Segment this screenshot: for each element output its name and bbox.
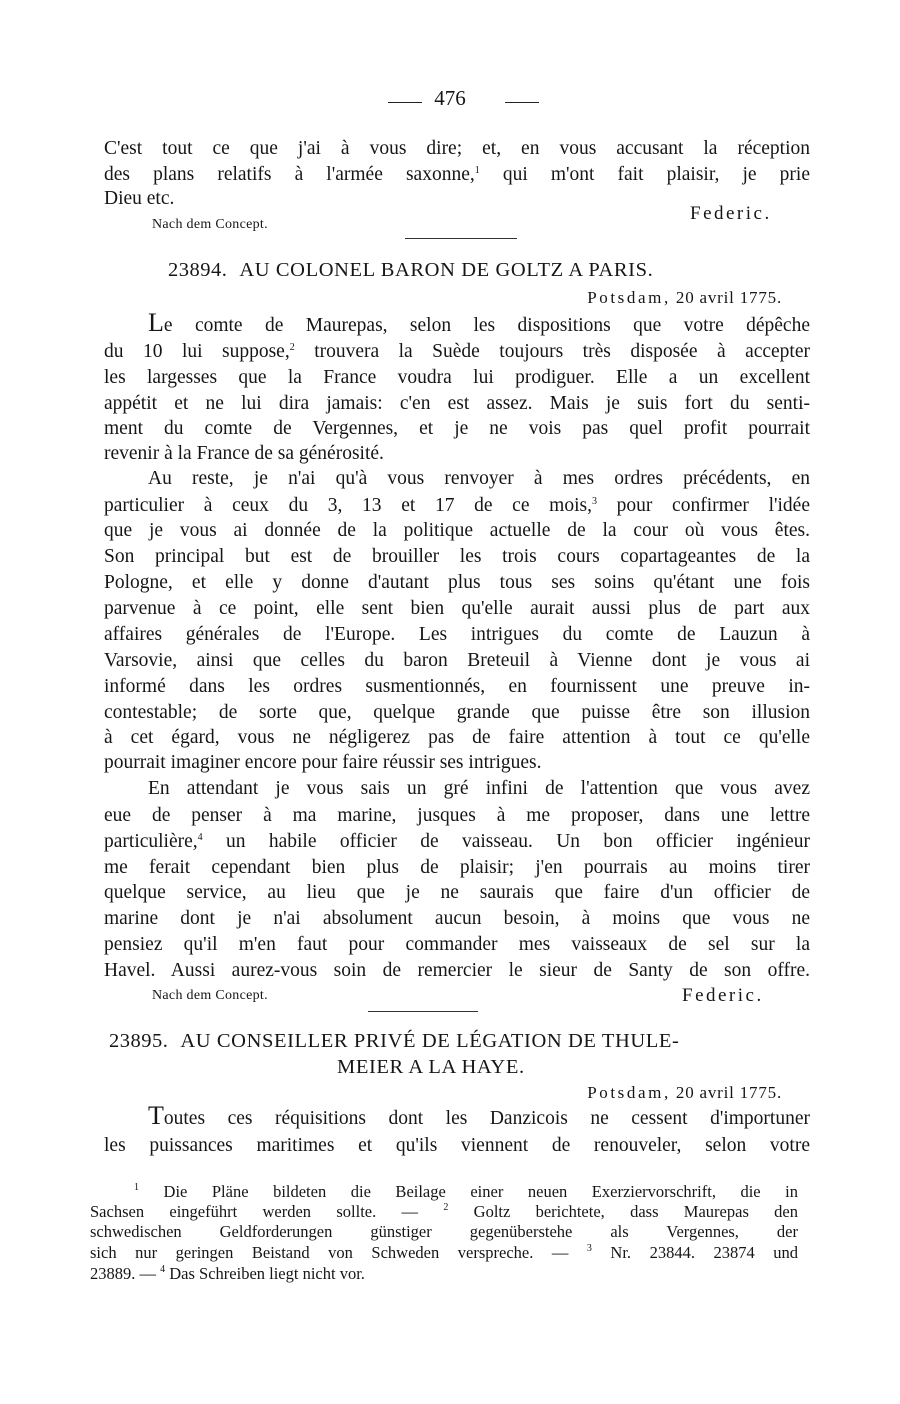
text-line: Le comte de Maurepas, selon les dispositions que votre dépêche — [148, 308, 810, 337]
footnote-line: schwedischen Geldforderungen günstiger gegenüberstehe als Vergennes, der — [90, 1222, 798, 1241]
letter-dateline — [587, 288, 782, 308]
letter-date: 20 avril 1775. — [675, 1083, 782, 1102]
text-line: du 10 lui suppose,$^2$ trouvera la Suède toujours très disposée à accepter — [104, 341, 811, 362]
text-line: Varsovie, ainsi que celles du baron Breteuil à Vienne dont je vous ai — [104, 650, 810, 671]
letter-heading — [109, 1028, 679, 1054]
source-note: Nach dem Concept. — [152, 217, 268, 232]
text-line: Au reste, je n'ai qu'à vous renvoyer à mes ordres précédents, en — [148, 468, 810, 489]
section-divider — [368, 1011, 478, 1012]
text-line: eue de penser à ma marine, jusques à me proposer, dans une lettre — [104, 805, 810, 826]
text-line: ment du comte de Vergennes, et je ne vois pas quel profit pourrait — [104, 418, 810, 439]
footnote-line: sich nur geringen Beistand von Schweden verspreche. — $^3$ Nr. 23844. 23874 und — [90, 1243, 799, 1262]
letter-number: 23895. — [109, 1030, 169, 1052]
text-line: me ferait cependant bien plus de plaisir; j'en pourrais au moins tirer — [104, 857, 810, 878]
text-line: Son principal but est de brouiller les trois cours copartageantes de la — [104, 546, 810, 567]
text-line: à cet égard, vous ne négligerez pas de faire attention à tout ce qu'elle — [104, 727, 810, 748]
text-line: Toutes ces réquisitions dont les Danzicois ne cessent d'importuner — [148, 1101, 810, 1130]
footnote-line: $^1$ Die Pläne bildeten die Beilage einer neuen Exerziervorschrift, die in — [134, 1182, 798, 1201]
text-line: informé dans les ordres susmentionnés, en fournissent une preuve in- — [104, 676, 810, 697]
text-line: En attendant je vous sais un gré infini de l'attention que vous avez — [148, 778, 810, 799]
text-line: parvenue à ce point, elle sent bien qu'elle aurait aussi plus de part aux — [104, 598, 810, 619]
letter-dateline — [587, 1083, 782, 1103]
footnote-line: 23889. — $^4$ Das Schreiben liegt nicht vor. — [90, 1264, 365, 1283]
letter-heading-continued: MEIER A LA HAYE. — [337, 1056, 525, 1078]
text-line: les largesses que la France voudra lui prodiguer. Elle a un excellent — [104, 367, 810, 388]
text-line: Dieu etc. — [104, 188, 175, 209]
letter-title: AU CONSEILLER PRIVÉ DE LÉGATION DE THULE- — [180, 1030, 680, 1052]
text-line: quelque service, au lieu que je ne saurais que faire d'un officier de — [104, 882, 810, 903]
letter-place: Potsdam, — [587, 1083, 671, 1102]
letter-heading — [168, 257, 653, 283]
text-line: particulier à ceux du 3, 13 et 17 de ce mois,$^3$ pour confirmer l'idée — [104, 495, 810, 516]
text-line: pensiez qu'il m'en faut pour commander mes vaisseaux de sel sur la — [104, 934, 810, 955]
text-line: les puissances maritimes et qu'ils viennent de renouveler, selon votre — [104, 1135, 810, 1156]
text-line: appétit et ne lui dira jamais: c'en est assez. Mais je suis fort du senti- — [104, 393, 810, 414]
text-line: marine dont je n'ai absolument aucun besoin, à moins que vous ne — [104, 908, 810, 929]
text-line: pourrait imaginer encore pour faire réussir ses intrigues. — [104, 752, 542, 773]
source-note: Nach dem Concept. — [152, 988, 268, 1003]
letter-title: AU COLONEL BARON DE GOLTZ A PARIS. — [239, 259, 654, 281]
signature: Federic. — [690, 203, 772, 224]
letter-date: 20 avril 1775. — [675, 288, 782, 307]
text-line: Pologne, et elle y donne d'autant plus tous ses soins qu'étant une fois — [104, 572, 810, 593]
page-number-rule-right — [505, 102, 539, 103]
footnote-line: Sachsen eingeführt werden sollte. — $^2$ Goltz berichtete, dass Maurepas den — [90, 1202, 798, 1221]
text-line: C'est tout ce que j'ai à vous dire; et, en vous accusant la réception — [104, 138, 810, 159]
letter-place: Potsdam, — [587, 288, 671, 307]
text-line: affaires générales de l'Europe. Les intrigues du comte de Lauzun à — [104, 624, 810, 645]
text-line: que je vous ai donnée de la politique actuelle de la cour où vous êtes. — [104, 520, 810, 541]
section-divider — [405, 238, 517, 239]
signature: Federic. — [682, 985, 764, 1006]
text-line: contestable; de sorte que, quelque grande que puisse être son illusion — [104, 702, 810, 723]
text-line: des plans relatifs à l'armée saxonne,$^1$ qui m'ont fait plaisir, je prie — [104, 164, 810, 185]
text-line: Havel. Aussi aurez-vous soin de remercier le sieur de Santy de son offre. — [104, 960, 810, 981]
text-line: revenir à la France de sa générosité. — [104, 443, 384, 464]
letter-number: 23894. — [168, 259, 228, 281]
text-line: particulière,$^4$ un habile officier de vaisseau. Un bon officier ingénieur — [104, 831, 810, 852]
page-number: 476 — [434, 86, 466, 110]
